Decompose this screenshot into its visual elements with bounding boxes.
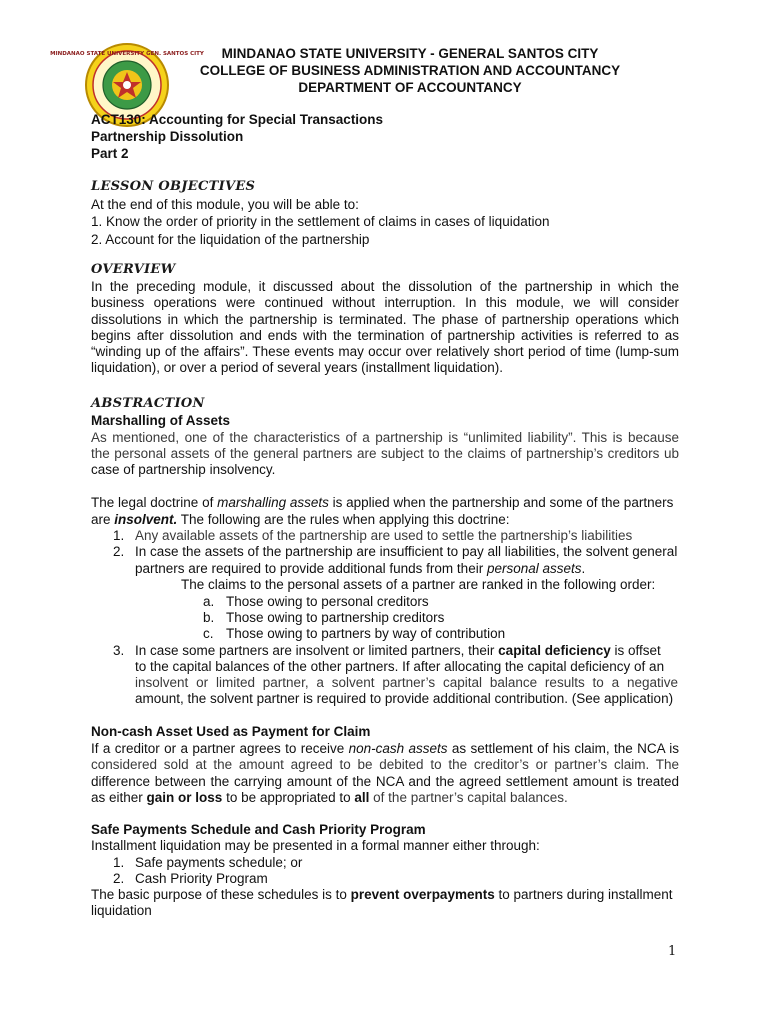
noncash-text: of the partner’s capital balances. bbox=[369, 790, 568, 805]
claim-letter: a. bbox=[203, 594, 215, 609]
noncash-text: to be appropriated to bbox=[222, 790, 355, 805]
rule-2-line-1: In case the assets of the partnership are insufficient to pay all liabilities, the solvent general bbox=[135, 544, 678, 559]
page-number: 1 bbox=[668, 944, 677, 959]
abstraction-heading: ABSTRACTION bbox=[91, 396, 205, 411]
safe-payments-title: Safe Payments Schedule and Cash Priority Program bbox=[91, 822, 426, 837]
objective-item: 2. Account for the liquidation of the partnership bbox=[91, 232, 370, 247]
safe-payments-purpose-line-1 bbox=[91, 887, 679, 904]
rule-2-term: personal assets bbox=[486, 561, 582, 576]
noncash-term: gain or loss bbox=[146, 790, 223, 805]
lesson-objectives-heading: LESSON OBJECTIVES bbox=[91, 179, 256, 194]
doctrine-term: marshalling assets bbox=[217, 495, 329, 510]
university-name: MINDANAO STATE UNIVERSITY - GENERAL SANTOS CITY bbox=[221, 46, 599, 61]
rule-number: 3. bbox=[113, 643, 125, 658]
overview-line: “winding up of the affairs”. These events may occur over relatively short period of time (lump-sum bbox=[91, 344, 679, 359]
claim-letter: c. bbox=[203, 626, 214, 641]
overview-heading: OVERVIEW bbox=[91, 262, 176, 277]
noncash-line-4 bbox=[91, 790, 679, 807]
rule-3-text: In case some partners are insolvent or limited partners, their bbox=[135, 643, 499, 658]
overview-line: begins after dissolution and ends with the termination of partnership activities is referred to as bbox=[91, 328, 679, 343]
claim-letter: b. bbox=[203, 610, 215, 625]
overview-line: In the preceding module, it discussed about the dissolution of the partnership in which the bbox=[91, 279, 679, 294]
doctrine-text: The following are the rules when applying this doctrine: bbox=[177, 512, 510, 527]
objectives-intro: At the end of this module, you will be able to: bbox=[91, 197, 359, 212]
rule-2-text: partners are required to provide additional funds from their bbox=[135, 561, 487, 576]
college-name: COLLEGE OF BUSINESS ADMINISTRATION AND ACCOUNTANCY bbox=[199, 63, 621, 78]
course-part: Part 2 bbox=[91, 146, 129, 161]
noncash-text: as settlement of his claim, the NCA is bbox=[447, 741, 679, 756]
marshalling-para-line: case of partnership insolvency. bbox=[91, 462, 276, 477]
marshalling-para-line: As mentioned, one of the characteristics of a partnership is “unlimited liability”. This is because bbox=[91, 430, 679, 445]
doctrine-text: The legal doctrine of bbox=[91, 495, 218, 510]
safe-payments-number: 1. bbox=[113, 855, 125, 870]
rule-number: 2. bbox=[113, 544, 125, 559]
rule-3-line-1 bbox=[135, 643, 661, 658]
doctrine-emphasis: insolvent. bbox=[114, 512, 178, 527]
purpose-term: prevent overpayments bbox=[350, 887, 495, 902]
noncash-text: as either bbox=[91, 790, 147, 805]
noncash-line-2: considered sold at the amount agreed to be debited to the creditor’s or partner’s claim. The bbox=[91, 757, 679, 772]
rule-3-text: is offset bbox=[610, 643, 661, 658]
rule-3-line-2: to the capital balances of the other partners. If after allocating the capital deficiency of an bbox=[135, 659, 665, 674]
claim-item: Those owing to partnership creditors bbox=[226, 610, 445, 625]
overview-line: business operations were continued without interruption. In this module, we will consider bbox=[91, 295, 679, 310]
purpose-text: The basic purpose of these schedules is to bbox=[91, 887, 351, 902]
safe-payments-intro: Installment liquidation may be presented in a formal manner either through: bbox=[91, 838, 540, 853]
rule-2-line-2 bbox=[135, 561, 585, 576]
overview-line: dissolutions in which the partnership is terminated. The phase of partnership operations which bbox=[91, 312, 679, 327]
doctrine-line-2 bbox=[91, 512, 679, 529]
doctrine-text: is applied when the partnership and some of the partners bbox=[328, 495, 674, 510]
rule-number: 1. bbox=[113, 528, 125, 543]
objective-item: 1. Know the order of priority in the settlement of claims in cases of liquidation bbox=[91, 214, 550, 229]
department-name: DEPARTMENT OF ACCOUNTANCY bbox=[298, 80, 522, 95]
safe-payments-purpose-line-2: liquidation bbox=[91, 903, 152, 918]
marshalling-para-line: the personal assets of the general partners are subject to the claims of partnership’s creditors ub bbox=[91, 446, 679, 461]
doctrine-text: are bbox=[91, 512, 115, 527]
rule-1: Any available assets of the partnership are used to settle the partnership’s liabilities bbox=[135, 528, 633, 543]
claim-item: Those owing to personal creditors bbox=[226, 594, 429, 609]
overview-line: liquidation), or over a period of several years (installment liquidation). bbox=[91, 360, 503, 375]
rule-3-term: capital deficiency bbox=[498, 643, 611, 658]
course-topic: Partnership Dissolution bbox=[91, 129, 244, 144]
safe-payments-item: Cash Priority Program bbox=[135, 871, 268, 886]
noncash-title: Non-cash Asset Used as Payment for Claim bbox=[91, 724, 371, 739]
marshalling-title: Marshalling of Assets bbox=[91, 413, 231, 428]
claim-item: Those owing to partners by way of contribution bbox=[226, 626, 506, 641]
rule-2-text: . bbox=[581, 561, 586, 576]
seal-text: MINDANAO STATE UNIVERSITY GEN. SANTOS CITY bbox=[50, 51, 204, 57]
purpose-text: to partners during installment bbox=[494, 887, 673, 902]
noncash-line-3: difference between the carrying amount of the NCA and the agreed settlement amount is treated bbox=[91, 774, 679, 789]
rule-3-line-4: amount, the solvent partner is required to provide additional contribution. (See application) bbox=[135, 691, 674, 706]
safe-payments-item: Safe payments schedule; or bbox=[135, 855, 303, 870]
noncash-term: all bbox=[354, 790, 370, 805]
safe-payments-number: 2. bbox=[113, 871, 125, 886]
claims-intro: The claims to the personal assets of a partner are ranked in the following order: bbox=[181, 577, 656, 592]
noncash-text: If a creditor or a partner agrees to receive bbox=[91, 741, 349, 756]
course-title: ACT130: Accounting for Special Transactions bbox=[91, 112, 384, 127]
rule-3-line-3: insolvent or limited partner, a solvent partner’s capital balance results to a negative bbox=[135, 675, 678, 690]
noncash-term: non-cash assets bbox=[348, 741, 448, 756]
noncash-line-1 bbox=[91, 741, 679, 758]
doctrine-line-1 bbox=[91, 495, 679, 512]
